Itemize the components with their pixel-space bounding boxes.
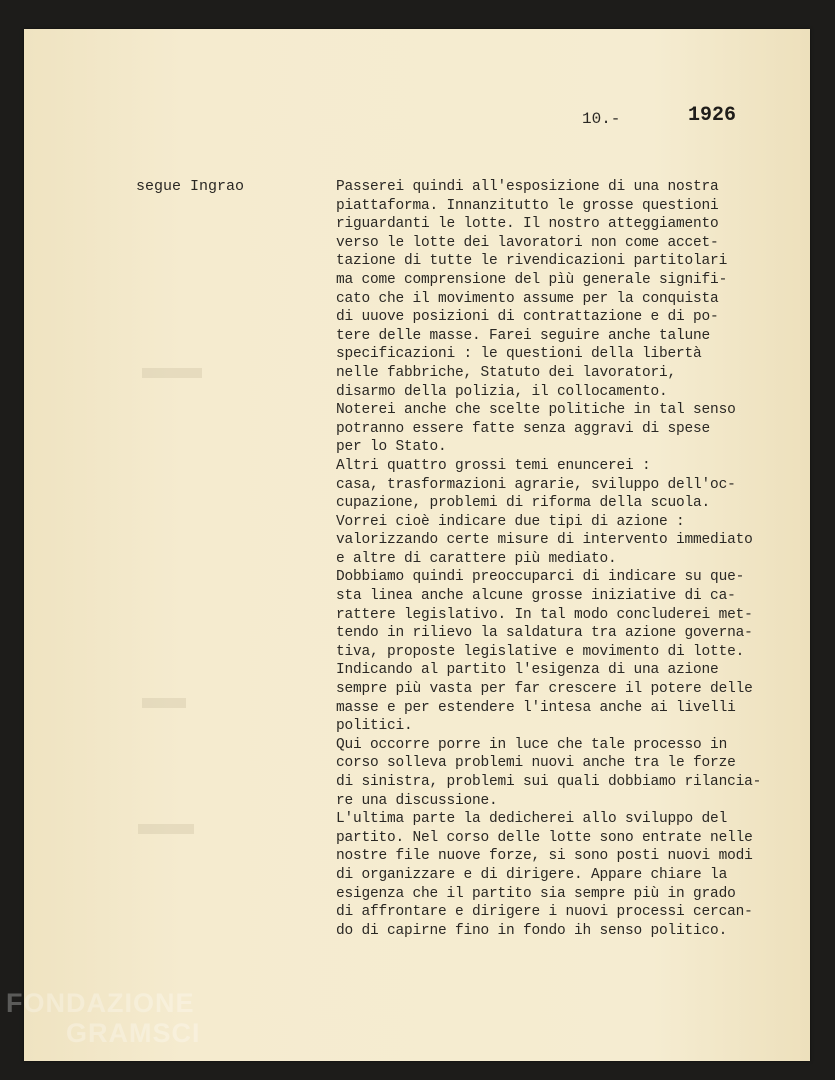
- bleed-through-mark: [138, 824, 194, 834]
- text-line: Qui occorre porre in luce che tale processo in: [336, 736, 728, 753]
- text-line: L'ultima parte la dedicherei allo sviluppo del: [336, 811, 728, 828]
- text-line: cupazione, problemi di riforma della scuola.: [336, 495, 711, 512]
- text-line: rattere legislativo. In tal modo concluderei met-: [336, 606, 753, 623]
- text-line: Dobbiamo quindi preoccuparci di indicare su que-: [336, 569, 745, 586]
- watermark-line-2: GRAMSCI: [66, 1018, 201, 1048]
- text-line: tendo in rilievo la saldatura tra azione governa-: [336, 625, 753, 642]
- text-line: di organizzare e di dirigere. Appare chiare la: [336, 866, 728, 883]
- text-line: re una discussione.: [336, 792, 498, 809]
- text-line: politici.: [336, 718, 413, 735]
- text-line: do di capirne fino in fondo ih senso politico.: [336, 922, 728, 939]
- text-line: corso solleva problemi nuovi anche tra le forze: [336, 755, 736, 772]
- text-line: di sinistra, problemi sui quali dobbiamo rilancia-: [336, 774, 762, 790]
- document-year: 1926: [688, 104, 737, 127]
- text-line: Altri quattro grossi temi enuncerei :: [336, 457, 651, 474]
- text-line: verso le lotte dei lavoratori non come accet-: [336, 234, 719, 251]
- text-line: sta linea anche alcune grosse iniziative di ca-: [336, 588, 736, 605]
- text-line: piattaforma. Innanzitutto le grosse questioni: [336, 197, 719, 214]
- text-line: Passerei quindi all'esposizione di una nostra: [336, 179, 719, 195]
- text-line: riguardanti le lotte. Il nostro atteggiamento: [336, 216, 719, 233]
- text-line: tiva, proposte legislative e movimento di lotte.: [336, 643, 745, 660]
- bleed-through-mark: [142, 368, 202, 378]
- text-line: nostre file nuove forze, si sono posti nuovi modi: [336, 848, 753, 865]
- speaker-label: segue Ingrao: [136, 178, 245, 195]
- text-line: specificazioni : le questioni della libertà: [336, 346, 702, 363]
- archive-watermark: [6, 988, 201, 1048]
- text-line: disarmo della polizia, il collocamento.: [336, 383, 668, 400]
- body-paragraph: [336, 178, 806, 940]
- text-line: Vorrei cioè indicare due tipi di azione :: [336, 513, 685, 530]
- text-line: di uuove posizioni di contrattazione e di po-: [336, 309, 719, 326]
- text-line: nelle fabbriche, Statuto dei lavoratori,: [336, 364, 677, 381]
- text-line: Noterei anche che scelte politiche in tal senso: [336, 402, 736, 419]
- bleed-through-mark: [142, 698, 186, 708]
- text-line: e altre di carattere più mediato.: [336, 550, 617, 567]
- text-line: cato che il movimento assume per la conquista: [336, 290, 719, 307]
- page-number: 10.-: [582, 110, 621, 128]
- text-line: valorizzando certe misure di intervento immediato: [336, 532, 753, 549]
- text-line: di affrontare e dirigere i nuovi processi cercan-: [336, 904, 753, 921]
- text-line: ma come comprensione del pìù generale signifi-: [336, 271, 728, 288]
- text-line: casa, trasformazioni agrarie, sviluppo dell'oc-: [336, 476, 736, 493]
- text-line: tere delle masse. Farei seguire anche talune: [336, 327, 711, 344]
- watermark-line-1: FONDAZIONE: [6, 988, 195, 1018]
- text-line: partito. Nel corso delle lotte sono entrate nelle: [336, 829, 753, 846]
- text-line: potranno essere fatte senza aggravi di spese: [336, 420, 711, 437]
- text-line: Indicando al partito l'esigenza di una azione: [336, 662, 719, 679]
- text-line: esigenza che il partito sia sempre più in grado: [336, 885, 736, 902]
- text-line: masse e per estendere l'intesa anche ai livelli: [336, 699, 736, 716]
- text-line: sempre più vasta per far crescere il potere delle: [336, 681, 753, 698]
- text-line: tazione di tutte le rivendicazioni partitolari: [336, 253, 728, 270]
- text-line: per lo Stato.: [336, 439, 447, 456]
